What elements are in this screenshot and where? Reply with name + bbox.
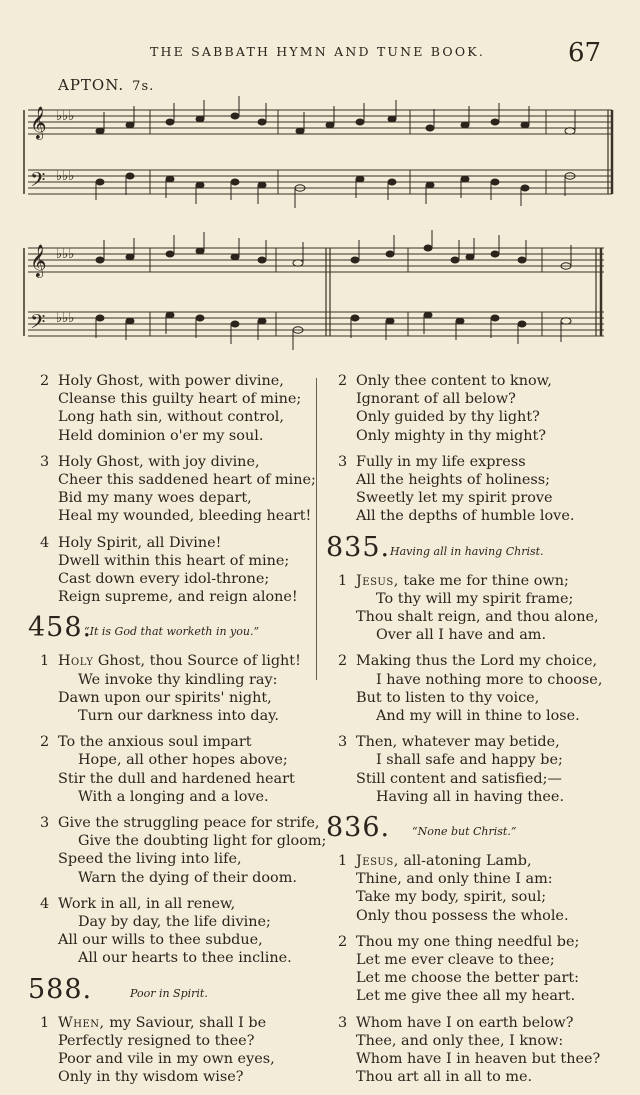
svg-text:♭♭♭: ♭♭♭ [56, 109, 75, 124]
right-column [326, 372, 618, 1095]
verse-line: Give the struggling peace for strife, [58, 815, 320, 832]
hymn-subtitle: “None but Christ.” [412, 825, 517, 839]
verse-line: All the depths of humble love. [356, 508, 575, 525]
hymn-heading [28, 614, 313, 650]
stanza [28, 652, 313, 725]
stanza-number: 2 [40, 373, 50, 389]
stanza [326, 453, 618, 526]
svg-text:♭♭♭: ♭♭♭ [56, 311, 75, 326]
hymn-heading [28, 973, 313, 1012]
verse-line: Fully in my life express [356, 453, 526, 470]
stanza [326, 852, 618, 925]
left-column [28, 372, 327, 1095]
verse-line: Making thus the Lord my choice, [356, 653, 598, 670]
hymn-subtitle: Having all in having Christ. [390, 544, 544, 558]
hymn-subtitle: “It is God that worketh in you.” [84, 625, 260, 639]
hymn-number: 835. [326, 531, 391, 563]
verse-line: Long hath sin, without control, [58, 409, 284, 426]
svg-text:♭♭♭: ♭♭♭ [56, 169, 75, 184]
verse-line: I shall safe and happy be; [376, 752, 563, 769]
first-word: Holy [58, 653, 94, 670]
verse-line: Whom have I on earth below? [356, 1014, 574, 1031]
page-number: 67 [568, 38, 602, 68]
verse-line: Let me choose the better part: [356, 970, 580, 987]
stanza-number: 3 [338, 734, 348, 751]
music-system-2 [0, 228, 640, 358]
verse-line: Cast down every idol-throne; [58, 571, 270, 588]
verse-line: Turn our darkness into day. [78, 708, 279, 725]
verse-line: Still content and satisfied;— [356, 770, 562, 787]
verse-line: Only thee content to know, [356, 373, 552, 389]
stanza [28, 814, 327, 887]
verse-line: Thou art all in all to me. [356, 1069, 533, 1086]
stanza [326, 933, 618, 1006]
stanza-number: 3 [338, 453, 348, 470]
svg-text:𝄞: 𝄞 [30, 106, 47, 139]
verse-line: Ignorant of all below? [356, 391, 516, 408]
verse-line: Stir the dull and hardened heart [58, 770, 295, 787]
verse-line: Having all in having thee. [376, 788, 565, 805]
verse-line: Then, whatever may betide, [356, 734, 560, 751]
stanza [326, 652, 618, 725]
stanza-number: 3 [40, 815, 50, 832]
verse-line: With a longing and a love. [78, 788, 269, 805]
verse-line: Perfectly resigned to thee? [58, 1032, 255, 1049]
stanza [326, 572, 618, 645]
hymn-subtitle: Poor in Spirit. [130, 986, 208, 1000]
tune-meter: 7s. [132, 79, 155, 94]
verse-line: To thy will my spirit frame; [376, 590, 574, 607]
verse-line: Speed the living into life, [58, 851, 242, 868]
verse-line: Reign supreme, and reign alone! [58, 589, 298, 606]
verse-line: Let me ever cleave to thee; [356, 952, 555, 969]
verse-line: Only thou possess the whole. [356, 907, 569, 924]
hymn-continued-right [326, 372, 618, 526]
hymn-588 [28, 973, 313, 1087]
svg-text:♭♭♭: ♭♭♭ [56, 247, 75, 262]
verse-line: Cheer this saddened heart of mine; [58, 472, 316, 489]
stanza-number: 2 [40, 734, 50, 751]
hymn-heading [326, 531, 618, 570]
verse-line: Dwell within this heart of mine; [58, 552, 290, 569]
svg-text:𝄢: 𝄢 [30, 168, 46, 196]
verse-line: Only guided by thy light? [356, 409, 540, 426]
stanza-number: 1 [338, 572, 348, 589]
hymn-continued-left [28, 372, 316, 606]
stanza-number: 2 [338, 373, 348, 389]
verse-line: Thou shalt reign, and thou alone, [356, 609, 599, 626]
stanza [28, 733, 313, 806]
verse-line: Ghost, thou Source of light! [93, 653, 301, 670]
stanza-number: 1 [338, 853, 348, 870]
verse-line: Give the doubting light for gloom; [78, 833, 327, 850]
verse-line: Held dominion o'er my soul. [58, 427, 264, 444]
hymn-458 [28, 612, 327, 967]
stanza-number: 3 [40, 453, 50, 470]
hymn-number: 458. [28, 612, 93, 644]
stanza-number: 2 [338, 653, 348, 670]
verse-line: Thine, and only thine I am: [356, 871, 553, 888]
verse-line: Day by day, the life divine; [78, 914, 271, 931]
stanza-number: 4 [40, 534, 50, 551]
verse-line: Work in all, in all renew, [58, 895, 236, 912]
verse-line: All the heights of holiness; [356, 472, 551, 489]
stanza [28, 1014, 313, 1087]
column-divider [316, 378, 317, 680]
verse-line: Thou my one thing needful be; [356, 933, 580, 950]
verse-line: Poor and vile in my own eyes, [58, 1051, 275, 1068]
verse-line: Dawn upon our spirits' night, [58, 689, 272, 706]
hymn-number: 588. [28, 973, 93, 1005]
verse-line: To the anxious soul impart [58, 734, 252, 751]
verse-line: Only in thy wisdom wise? [58, 1069, 244, 1086]
stanza [326, 372, 618, 445]
stanza [28, 453, 316, 526]
stanza-number: 1 [40, 653, 50, 670]
verse-line: Bid my many woes depart, [58, 490, 252, 507]
hymn-836 [326, 814, 618, 1086]
stanza-number: 4 [40, 895, 50, 912]
verse-line: Only mighty in thy might? [356, 427, 547, 444]
verse-line: Heal my wounded, bleeding heart! [58, 508, 312, 525]
svg-text:𝄢: 𝄢 [30, 310, 46, 338]
verse-line: I have nothing more to choose, [376, 671, 603, 688]
stanza [28, 372, 313, 445]
tune-name: APTON. [58, 76, 125, 94]
stanza [326, 1014, 618, 1087]
hymn-heading [326, 814, 618, 850]
music-system-1 [0, 86, 640, 216]
first-word: When, [58, 1014, 105, 1031]
verse-line: Over all I have and am. [376, 627, 547, 644]
hymn-number: 836. [326, 812, 391, 844]
first-word: Jesus, [356, 853, 399, 870]
verse-line: And my will in thine to lose. [376, 708, 580, 725]
first-word: Jesus, [356, 572, 399, 589]
verse-line: We invoke thy kindling ray: [78, 671, 278, 688]
stanza [28, 895, 313, 968]
stanza [326, 733, 618, 806]
verse-line: Take my body, spirit, soul; [356, 889, 547, 906]
verse-line: All our wills to thee subdue, [58, 932, 263, 949]
verse-line: take me for thine own; [398, 572, 569, 589]
stanza-number: 1 [40, 1014, 50, 1031]
page-header [0, 38, 640, 74]
verse-line: But to listen to thy voice, [356, 689, 540, 706]
verse-line: Warn the dying of their doom. [78, 869, 297, 886]
running-title: THE SABBATH HYMN AND TUNE BOOK. [150, 44, 486, 59]
stanza-number: 2 [338, 933, 348, 950]
verse-line: Hope, all other hopes above; [78, 752, 288, 769]
verse-line: Thee, and only thee, I know: [356, 1032, 564, 1049]
stanza [28, 534, 313, 607]
stanza-number: 3 [338, 1014, 348, 1031]
svg-text:𝄞: 𝄞 [30, 244, 47, 277]
verse-line: Holy Ghost, with power divine, [58, 373, 284, 389]
hymn-835 [326, 531, 618, 806]
verse-line: all-atoning Lamb, [398, 853, 532, 870]
verse-line: my Saviour, shall I be [104, 1014, 267, 1031]
verse-line: Sweetly let my spirit prove [356, 490, 553, 507]
verse-line: All our hearts to thee incline. [78, 950, 292, 967]
verse-line: Holy Ghost, with joy divine, [58, 453, 260, 470]
verse-line: Cleanse this guilty heart of mine; [58, 391, 302, 408]
verse-line: Let me give thee all my heart. [356, 988, 576, 1005]
verse-line: Holy Spirit, all Divine! [58, 534, 222, 551]
verse-line: Whom have I in heaven but thee? [356, 1051, 601, 1068]
